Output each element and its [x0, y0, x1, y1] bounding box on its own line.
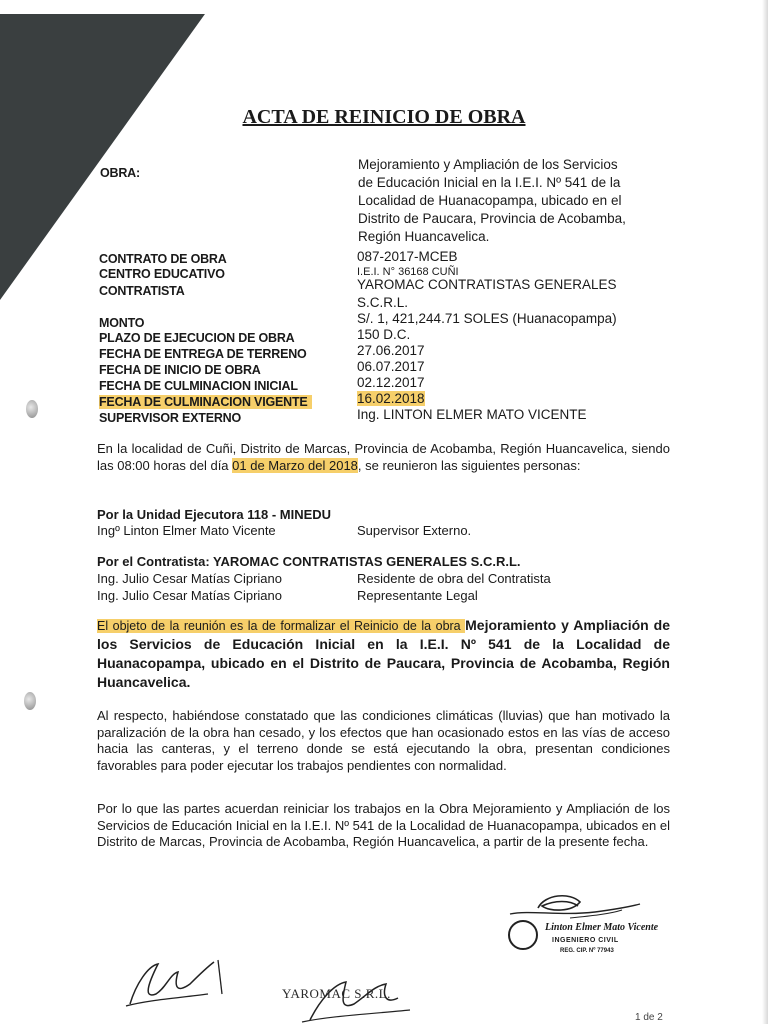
- field-value-plazo: 150 D.C.: [357, 327, 411, 342]
- field-label-culm-inicial: FECHA DE CULMINACION INICIAL: [99, 379, 298, 393]
- contratista-heading: Por el Contratista: YAROMAC CONTRATISTAS GENERALES S.C.R.L.: [97, 554, 521, 569]
- obra-line: Región Huancavelica.: [358, 229, 490, 244]
- field-label-monto: MONTO: [99, 316, 145, 330]
- field-label-plazo: PLAZO DE EJECUCION DE OBRA: [99, 331, 295, 345]
- obra-line: Localidad de Huanacopampa, ubicado en el: [358, 193, 622, 208]
- obra-value: [358, 156, 626, 246]
- intro-paragraph: [97, 441, 670, 474]
- company-stamp: YAROMAC S.R.L.: [282, 986, 391, 1001]
- contratista-person-name: Ing. Julio Cesar Matías Cipriano: [97, 571, 282, 586]
- field-value-monto: S/. 1, 421,244.71 SOLES (Huanacopampa): [357, 311, 617, 326]
- punch-hole-icon: [24, 692, 36, 710]
- field-value-contrato: 087-2017-MCEB: [357, 249, 458, 264]
- objeto-bold: Mejoramiento y Ampliación de los Servicios de Educación Inicial en la I.E.I. Nº 541 de la Localidad de Huanacopampa, ubicado en el Distrito de Paucara, Provincia de Acobamba, Región Huancavelica.: [97, 617, 670, 690]
- intro-text-end: , se reunieron las siguientes personas:: [357, 457, 581, 473]
- scan-margin: [0, 0, 215, 14]
- field-value-inicio: 06.07.2017: [357, 359, 425, 374]
- objeto-text: El objeto de la reunión es la de formalizar el Reinicio de la obra: [97, 619, 466, 633]
- field-value-centro: I.E.I. N° 36168 CUÑI: [357, 266, 459, 278]
- field-value-entrega: 27.06.2017: [357, 343, 425, 358]
- stamp-registration: REG. CIP. Nº 77943: [560, 948, 614, 954]
- field-label-entrega: FECHA DE ENTREGA DE TERRENO: [99, 347, 307, 361]
- contratista-signature: [118, 954, 238, 1014]
- contratista-person-role: Representante Legal: [357, 588, 478, 603]
- field-value-culm-inicial: 02.12.2017: [357, 375, 425, 390]
- obra-line: Distrito de Paucara, Provincia de Acobamba,: [358, 211, 626, 226]
- acuerdo-paragraph: Por lo que las partes acuerdan reiniciar los trabajos en la Obra Mejoramiento y Ampliación de los Servicios de Educación Inicial en la I.E.I. Nº 541 de la Localidad de Huanacopampa, ubicados en el Distrito de Marcas, Provincia de Acobamba, Región Huancavelica, a partir de la presente fecha.: [97, 801, 670, 849]
- objeto-paragraph: [97, 616, 670, 692]
- punch-hole-icon: [26, 400, 38, 418]
- field-label-supervisor: SUPERVISOR EXTERNO: [99, 411, 242, 425]
- stamp-seal-icon: [508, 920, 538, 950]
- scan-edge: [762, 0, 768, 1024]
- obra-line: de Educación Inicial en la I.E.I. Nº 541 de la: [358, 175, 621, 190]
- stamp-role: INGENIERO CIVIL: [552, 937, 619, 944]
- stamp-name: Linton Elmer Mato Vicente: [545, 922, 659, 933]
- field-label-centro: CENTRO EDUCATIVO: [99, 267, 225, 281]
- contratista-person-role: Residente de obra del Contratista: [357, 571, 551, 586]
- highlighted-label: FECHA DE CULMINACION VIGENTE: [99, 395, 312, 409]
- unidad-person-role: Supervisor Externo.: [357, 523, 472, 538]
- field-value-contratista-2: S.C.R.L.: [357, 295, 409, 310]
- intro-date: 01 de Marzo del 2018: [232, 457, 358, 473]
- field-label-contrato: CONTRATO DE OBRA: [99, 252, 227, 266]
- obra-label: OBRA:: [100, 166, 140, 180]
- field-value-contratista: YAROMAC CONTRATISTAS GENERALES: [357, 277, 617, 292]
- field-label-inicio: FECHA DE INICIO DE OBRA: [99, 363, 261, 377]
- legal-rep-signature: [290, 970, 430, 1024]
- page-number: 1 de 2: [635, 1012, 663, 1023]
- intro-text: En la localidad de Cuñi, Distrito de Marcas, Provincia de Acobamba, Región Huancavelica, siendo las 08:00 horas del día: [97, 441, 670, 473]
- unidad-person-name: Ingº Linton Elmer Mato Vicente: [97, 523, 276, 538]
- respecto-paragraph: Al respecto, habiéndose constatado que las condiciones climáticas (lluvias) que han motivado la paralización de la obra han cesado, y los efectos que han ocasionado estos en las vías de acceso hacia las canteras, y el terreno donde se está ejecutando la obra, presentan condiciones favorables para poder ejecutar los trabajos pendientes con normalidad.: [97, 708, 670, 773]
- field-label-contratista: CONTRATISTA: [99, 284, 185, 298]
- document-title: ACTA DE REINICIO DE OBRA: [242, 106, 526, 128]
- highlighted-value: 16.02.2018: [357, 391, 425, 406]
- unidad-heading: Por la Unidad Ejecutora 118 - MINEDU: [97, 507, 332, 522]
- field-value-supervisor: Ing. LINTON ELMER MATO VICENTE: [357, 407, 587, 422]
- field-label-culm-vigente: [99, 395, 312, 409]
- contratista-person-name: Ing. Julio Cesar Matías Cipriano: [97, 588, 282, 603]
- obra-line: Mejoramiento y Ampliación de los Servicios: [358, 157, 618, 172]
